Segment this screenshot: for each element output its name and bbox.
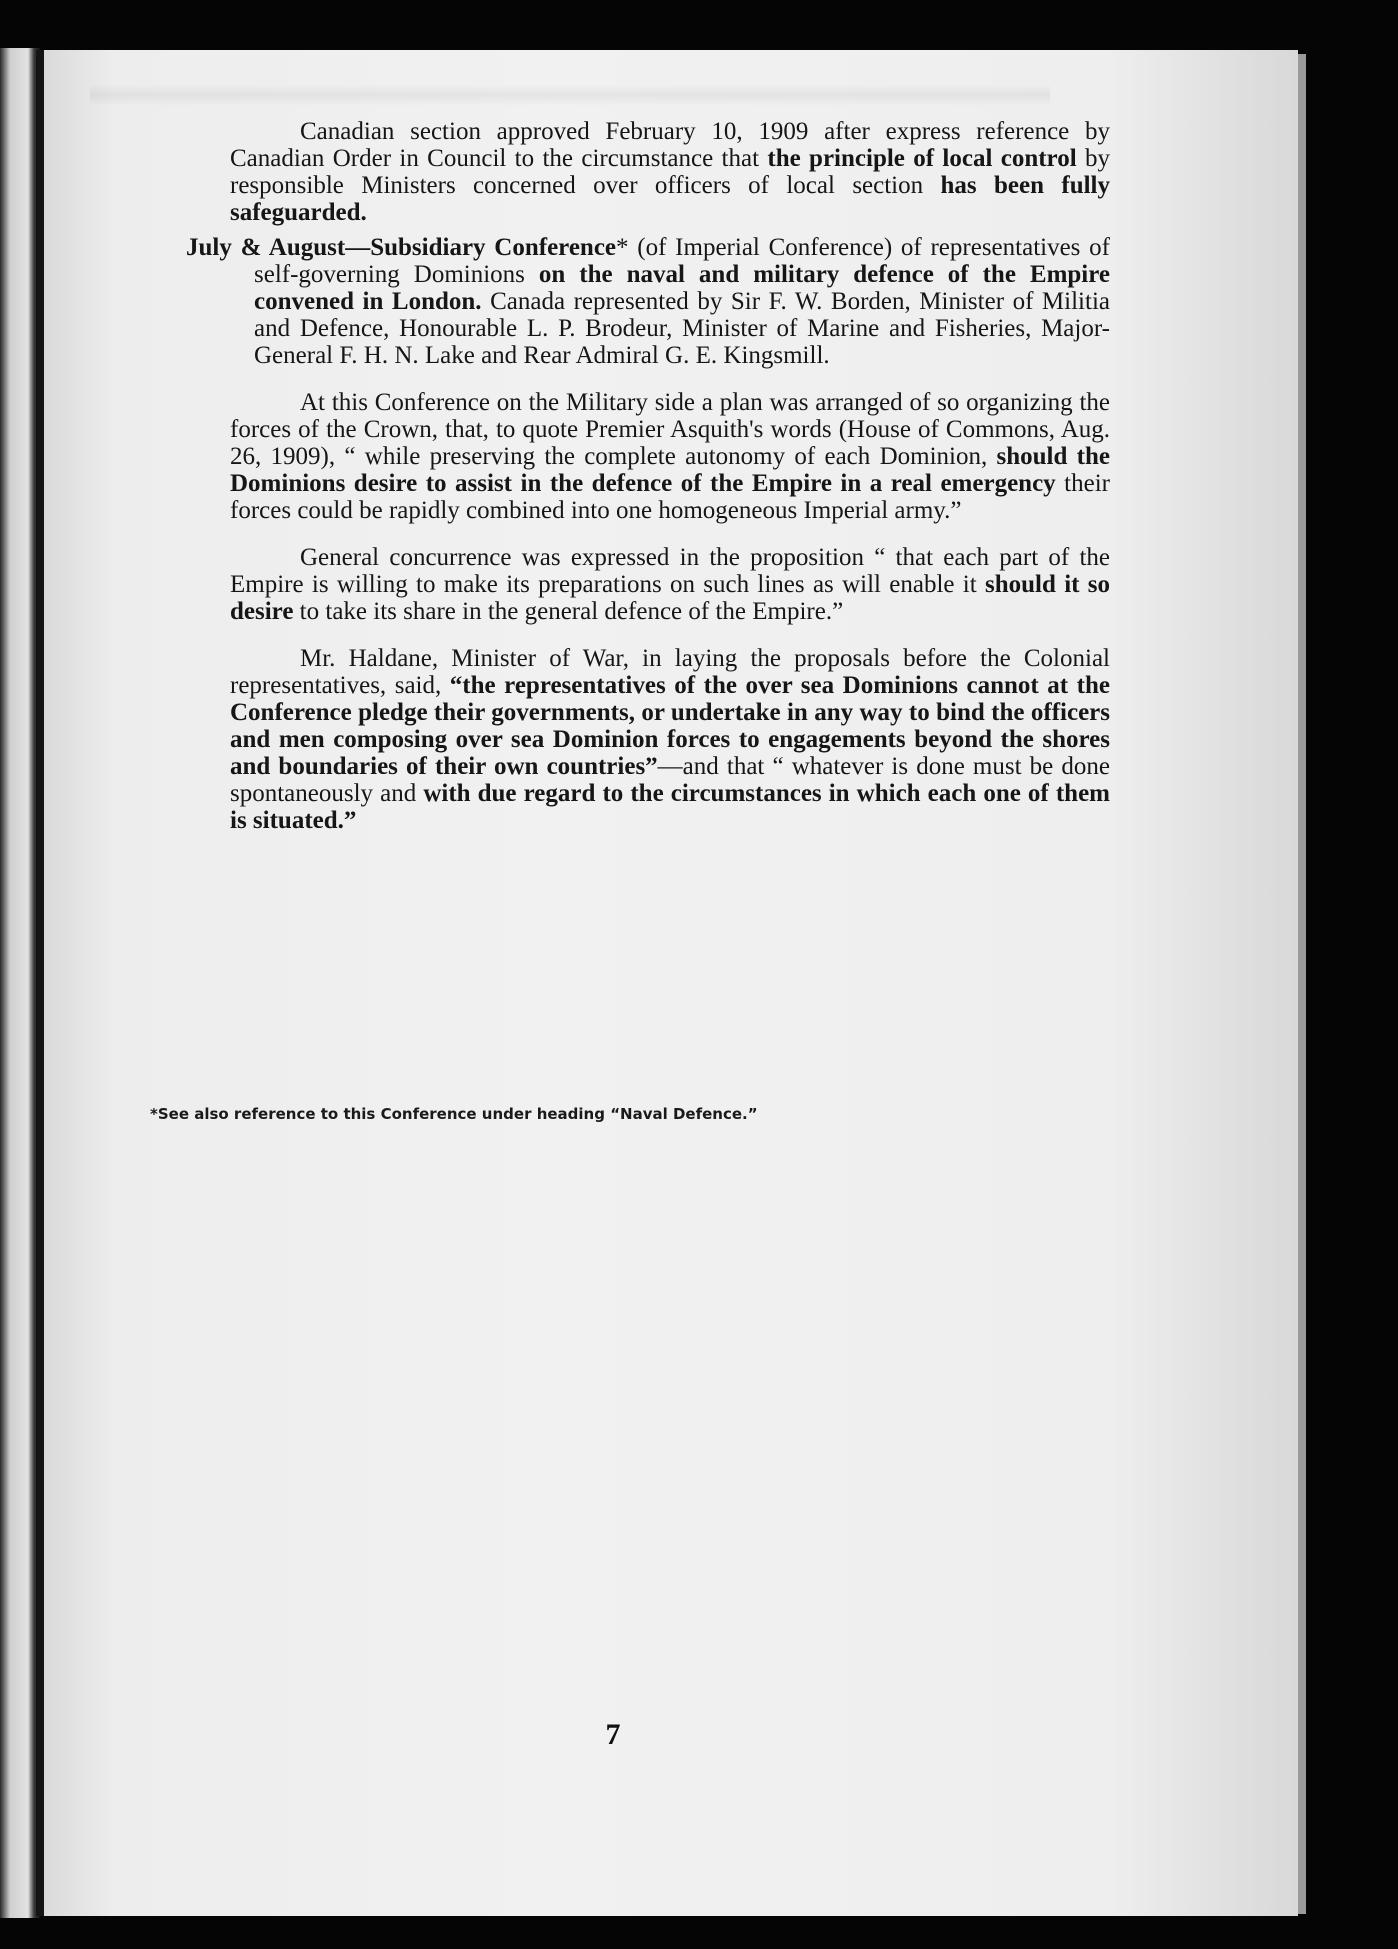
footnote-marker: *	[616, 234, 629, 261]
intro-paragraph	[230, 118, 1110, 226]
paragraph-concurrence	[230, 544, 1110, 625]
paragraph-military-plan	[230, 389, 1110, 524]
p2-text-2: to take its share in the general defence of the Empire.”	[293, 598, 844, 625]
intro-text-2: by responsible Ministers concerned over officers of local section	[230, 145, 1110, 199]
p2-emphasis: should it so desire	[230, 571, 1110, 625]
p3-text-1: Mr. Haldane, Minister of War, in laying the proposals before the Colonial representatives, said,	[230, 645, 1110, 699]
p3-emphasis-1: “the representatives of the over sea Dominions cannot at the Conference pledge their governments, or undertake in any way to bind the officers and men composing over sea Dominion forces to engagements beyond the shores and boundaries of their own countries”	[230, 672, 1110, 780]
page-number: 7	[605, 1718, 621, 1751]
entry-emphasis: on the naval and military defence of the Empire convened in London.	[254, 261, 1110, 315]
entry-date-label: July & August	[186, 234, 346, 261]
adjacent-page-edge	[0, 48, 40, 1918]
entry-dash: —	[345, 234, 371, 261]
footnote: *See also reference to this Conference under heading “Naval Defence.”	[150, 1105, 758, 1123]
p3-text-2: —and that “ whatever is done must be done spontaneously and	[230, 753, 1110, 807]
p1-emphasis: should the Dominions desire to assist in the defence of the Empire in a real emergency	[230, 443, 1110, 497]
entry-text-1: (of Imperial Conference) of representatives of self-governing Dominions	[254, 234, 1110, 288]
book-spine-shadow	[36, 50, 44, 1916]
intro-emphasis-1: the principle of local control	[767, 145, 1077, 172]
entry-title: Subsidiary Conference	[370, 234, 617, 261]
page-right-edge	[1298, 54, 1306, 1914]
timeline-entry	[186, 234, 1110, 369]
intro-text-1: Canadian section approved February 10, 1909 after express reference by Canadian Order in Council to the circumstance that	[230, 118, 1110, 172]
entry-text-2: Canada represented by Sir F. W. Borden, Minister of Militia and Defence, Honourable L. P. Brodeur, Minister of Marine and Fisheries, Major-General F. H. N. Lake and Rear Admiral G. E. Kingsmill.	[254, 288, 1110, 369]
p2-text-1: General concurrence was expressed in the proposition “ that each part of the Empire is willing to make its preparations on such lines as will enable it	[230, 544, 1110, 598]
page-body	[186, 118, 1110, 834]
bleed-through-text	[90, 84, 1050, 106]
p3-emphasis-2: with due regard to the circumstances in which each one of them is situated.”	[230, 780, 1110, 834]
p1-text-2: their forces could be rapidly combined into one homogeneous Imperial army.”	[230, 470, 1110, 524]
p1-text-1: At this Conference on the Military side a plan was arranged of so organizing the forces of the Crown, that, to quote Premier Asquith's words (House of Commons, Aug. 26, 1909), “ while preserving the complete autonomy of each Dominion,	[230, 389, 1110, 470]
paragraph-haldane	[230, 645, 1110, 834]
intro-emphasis-2: has been fully safeguarded.	[230, 172, 1110, 226]
